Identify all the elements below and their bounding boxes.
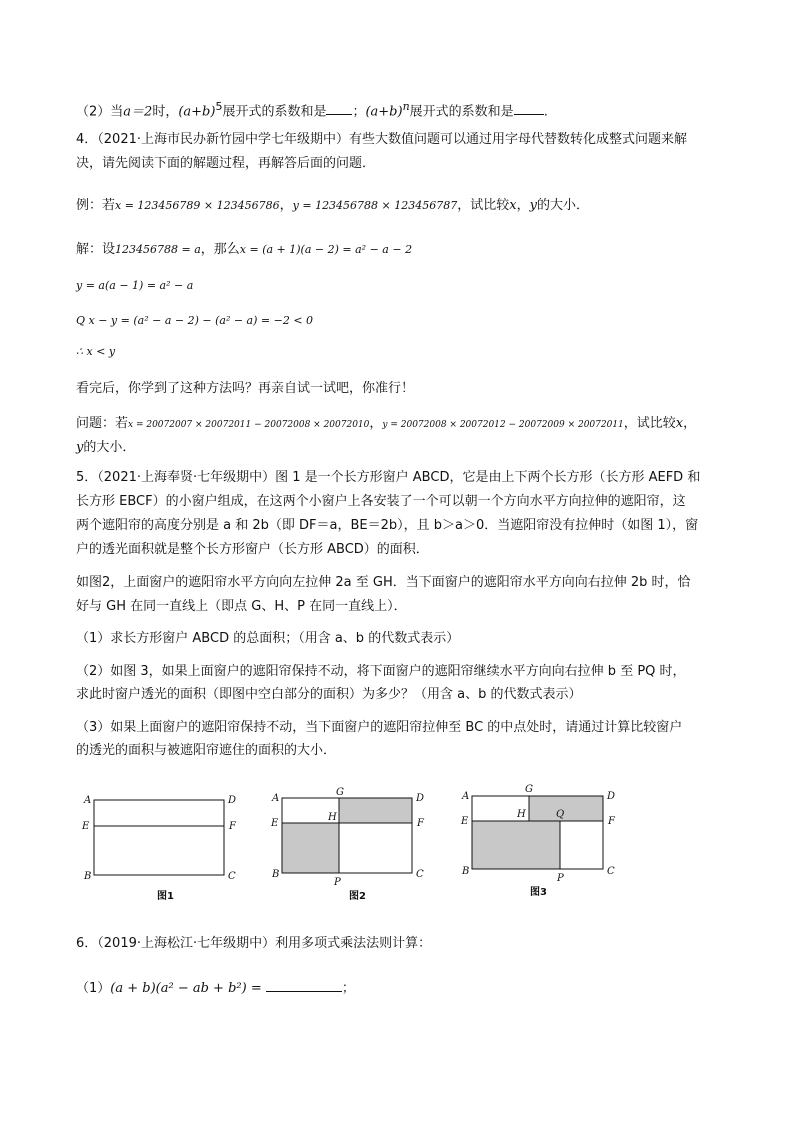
q4-line2: 决，请先阅读下面的解题过程，再解答后面的问题． <box>76 156 376 171</box>
answer-blank[interactable] <box>266 977 342 992</box>
fig3-label-a: A <box>462 791 470 802</box>
q4-example: 例：若x = 123456789 × 123456786，y = 123456788 × 123456787，试比较x，y的大小． <box>76 198 589 213</box>
fig3-label-h: H <box>517 809 526 820</box>
fig3-top-shade <box>529 796 603 821</box>
answer-blank[interactable] <box>326 100 352 115</box>
q6-title: 6．（2019·上海松江·七年级期中）利用多项式乘法法则计算： <box>76 936 432 951</box>
fig1-label-a: A <box>84 795 92 806</box>
fig3-bottom-shade <box>472 821 560 869</box>
q4-line1: 4．（2021·上海市民办新竹园中学七年级期中）有些大数值问题可以通过用字母代替数转化成整式问题来解 <box>76 132 687 147</box>
q5-s3-line2: 的透光的面积与被遮阳帘遮住的面积的大小． <box>76 743 337 758</box>
q4-problem-cont: y的大小． <box>76 440 136 455</box>
q3-part2-line: （2）当a＝2时，$(a+b)^5$展开式的系数和是 ；$(a+b)^n$展开式的系数和是 . <box>76 100 548 120</box>
fig3-label-g: G <box>525 784 533 795</box>
q5-p2-line1: 如图2，上面窗户的遮阳帘水平方向向左拉伸 2a 至 GH．当下面窗户的遮阳帘水平方向向右拉伸 2b 时，恰 <box>76 575 691 590</box>
q4-conclusion: ∴ x < y <box>76 345 116 358</box>
fig2-label-c: C <box>416 869 424 880</box>
fig3-label-f: F <box>608 816 615 827</box>
fig3-label-d: D <box>607 791 616 802</box>
a-eq-2: a＝2 <box>123 104 153 120</box>
q4-y-line: y = a(a − 1) = a² − a <box>76 279 194 292</box>
q5-s3-line1: （3）如果上面窗户的遮阳帘保持不动，当下面窗户的遮阳帘拉伸至 BC 的中点处时，请通过计算比较窗户 <box>76 720 683 735</box>
fig1-label-b: B <box>84 871 92 882</box>
fig3-label-c: C <box>607 866 615 877</box>
q4-solution-lead: 解：设123456788 = a，那么x = (a + 1)(a − 2) = a² − a − 2 <box>76 242 413 257</box>
fig2-label-h: H <box>328 812 337 823</box>
q4-diff-line: Q x − y = (a² − a − 2) − (a² − a) = −2 < 0 <box>76 314 314 327</box>
fig1-label-f: F <box>229 821 236 832</box>
fig2-label-f: F <box>417 818 424 829</box>
fig1-window <box>94 800 224 875</box>
fig3-caption: 图3 <box>530 887 547 898</box>
q5-p1-line1: 5．（2021·上海奉贤·七年级期中）图 1 是一个长方形窗户 ABCD，它是由上下两个长方形（长方形 AEFD 和 <box>76 470 701 485</box>
fig1-label-e: E <box>82 821 90 832</box>
figure-3 <box>458 784 628 901</box>
fig2-label-a: A <box>272 793 280 804</box>
fig3-label-q: Q <box>556 809 565 820</box>
q5-s2-line1: （2）如图 3，如果上面窗户的遮阳帘保持不动，将下面窗户的遮阳帘继续水平方向向右拉伸 b 至 PQ 时， <box>76 664 686 679</box>
q5-p1-line3: 两个遮阳帘的高度分别是 a 和 2b（即 DF＝a，BE＝2b），且 b＞a＞0．当遮阳帘没有拉伸时（如图 1），窗 <box>76 518 699 533</box>
q5-p1-line4: 户的透光面积就是整个长方形窗户（长方形 ABCD）的面积． <box>76 542 429 557</box>
fig1-caption: 图1 <box>157 891 174 902</box>
fig3-label-p: P <box>557 873 564 884</box>
fig2-label-g: G <box>336 787 344 798</box>
figure-2 <box>268 786 438 903</box>
fig3-label-b: B <box>462 866 470 877</box>
q5-p1-line2: 长方形 EBCF）的小窗户组成，在这两个小窗户上各安装了一个可以朝一个方向水平方向拉伸的遮阳帘，这 <box>76 494 686 509</box>
fig2-caption: 图2 <box>349 891 366 902</box>
fig2-label-e: E <box>271 818 279 829</box>
fig3-label-e: E <box>461 816 469 827</box>
fig2-label-p: P <box>334 877 341 888</box>
fig1-label-c: C <box>228 871 236 882</box>
fig2-bottom-shade <box>282 823 339 873</box>
q5-p2-line2: 好与 GH 在同一直线上（即点 G、H、P 在同一直线上）． <box>76 599 407 614</box>
q6-part1: （1）(a + b)(a² − ab + b²) = ； <box>76 977 355 999</box>
fig1-label-d: D <box>228 795 237 806</box>
q5-s1: （1）求长方形窗户 ABCD 的总面积；（用含 a、b 的代数式表示） <box>76 631 460 646</box>
fig2-top-shade <box>339 798 412 823</box>
q4-encourage: 看完后，你学到了这种方法吗？再亲自试一试吧，你准行！ <box>76 381 415 396</box>
q4-problem: 问题：若x = 20072007 × 20072011 − 20072008 × 20072010，y = 20072008 × 20072012 − 20072009 × 20072011，试比较x， <box>76 416 697 431</box>
q5-s2-line2: 求此时窗户透光的面积（即图中空白部分的面积）为多少？（用含 a、b 的代数式表示） <box>76 687 582 702</box>
answer-blank[interactable] <box>514 100 544 115</box>
figure-1 <box>78 788 248 903</box>
fig2-label-d: D <box>416 793 425 804</box>
fig2-label-b: B <box>272 869 280 880</box>
